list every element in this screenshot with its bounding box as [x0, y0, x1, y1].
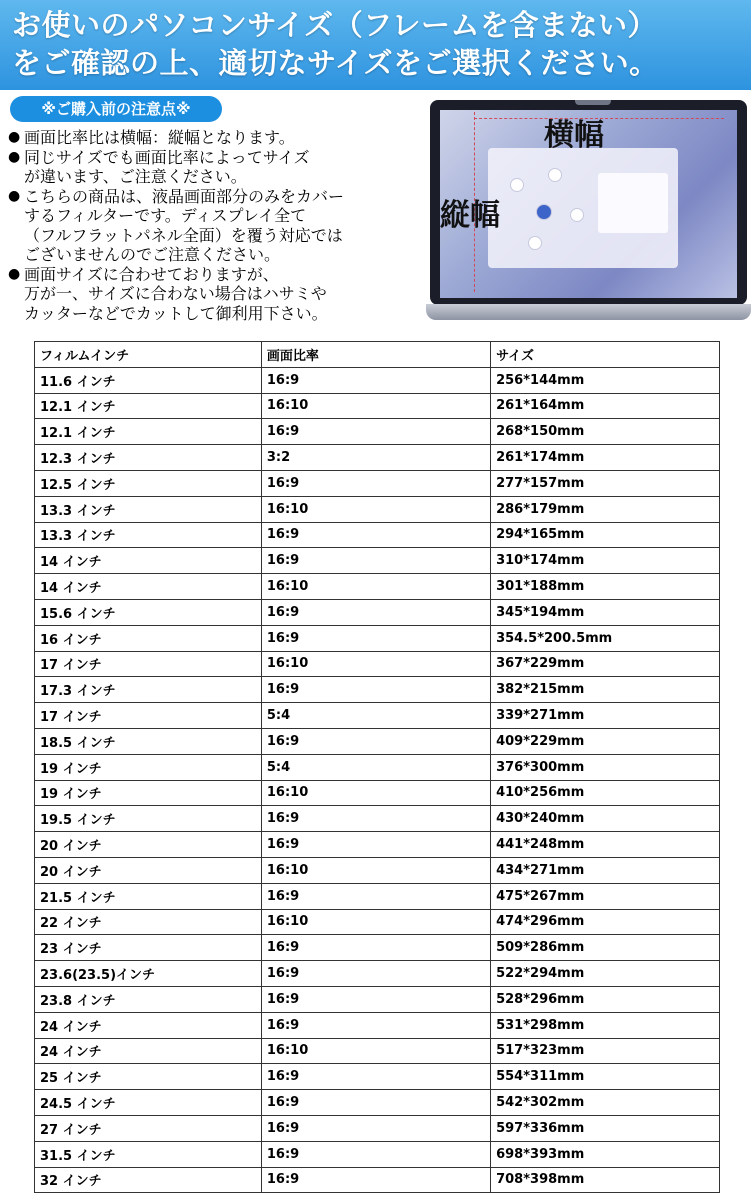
cell-inch: 32 インチ: [35, 1167, 262, 1193]
cell-ratio: 16:9: [261, 1115, 490, 1141]
cell-ratio: 16:9: [261, 883, 490, 909]
table-row: [35, 651, 720, 677]
notice-item: [8, 265, 418, 324]
cell-size: 474*296mm: [491, 909, 720, 935]
cell-ratio: 16:9: [261, 806, 490, 832]
table-row: [35, 857, 720, 883]
cell-size: 301*188mm: [491, 574, 720, 600]
cell-inch: 12.1 インチ: [35, 419, 262, 445]
cell-size: 382*215mm: [491, 677, 720, 703]
column-header-size: サイズ: [491, 342, 720, 368]
cell-ratio: 16:9: [261, 677, 490, 703]
cell-inch: 23.8 インチ: [35, 986, 262, 1012]
notice-item-text: 同じサイズでも画面比率によってサイズ が違います、ご注意ください。: [24, 147, 310, 186]
cell-ratio: 16:9: [261, 1012, 490, 1038]
cell-inch: 14 インチ: [35, 548, 262, 574]
cell-ratio: 16:9: [261, 1090, 490, 1116]
cell-ratio: 16:10: [261, 393, 490, 419]
table-row: [35, 1038, 720, 1064]
cell-ratio: 16:9: [261, 1064, 490, 1090]
cell-ratio: 16:10: [261, 909, 490, 935]
cell-ratio: 16:9: [261, 367, 490, 393]
notice-item: [8, 128, 418, 148]
height-label: 縦幅: [440, 198, 500, 233]
cell-inch: 24 インチ: [35, 1012, 262, 1038]
cell-inch: 12.1 インチ: [35, 393, 262, 419]
table-row: [35, 703, 720, 729]
cell-size: 434*271mm: [491, 857, 720, 883]
cell-ratio: 16:9: [261, 522, 490, 548]
laptop-illustration: [426, 98, 751, 326]
notice-item: [8, 187, 418, 265]
cell-ratio: 16:9: [261, 728, 490, 754]
table-row: [35, 961, 720, 987]
notice-list: [8, 128, 418, 323]
cell-inch: 24 インチ: [35, 1038, 262, 1064]
table-row: [35, 780, 720, 806]
cell-size: 475*267mm: [491, 883, 720, 909]
cell-ratio: 16:9: [261, 470, 490, 496]
table-row: [35, 496, 720, 522]
cell-ratio: 16:10: [261, 857, 490, 883]
app-icon: [528, 236, 542, 250]
table-row: [35, 470, 720, 496]
cell-ratio: 16:9: [261, 986, 490, 1012]
cell-size: 277*157mm: [491, 470, 720, 496]
cell-ratio: 16:10: [261, 780, 490, 806]
table-row: [35, 754, 720, 780]
cell-size: 531*298mm: [491, 1012, 720, 1038]
laptop-base: [426, 304, 751, 320]
table-row: [35, 806, 720, 832]
cell-size: 268*150mm: [491, 419, 720, 445]
cell-ratio: 16:9: [261, 832, 490, 858]
cell-size: 517*323mm: [491, 1038, 720, 1064]
table-row: [35, 677, 720, 703]
cell-inch: 24.5 インチ: [35, 1090, 262, 1116]
cell-size: 261*174mm: [491, 445, 720, 471]
cell-size: 310*174mm: [491, 548, 720, 574]
table-row: [35, 883, 720, 909]
table-body: [35, 367, 720, 1193]
cell-size: 256*144mm: [491, 367, 720, 393]
cell-inch: 17 インチ: [35, 651, 262, 677]
cell-inch: 13.3 インチ: [35, 496, 262, 522]
cell-ratio: 16:10: [261, 496, 490, 522]
bullet-icon: ●: [8, 187, 21, 204]
cell-inch: 12.3 インチ: [35, 445, 262, 471]
webcam-notch: [575, 100, 611, 105]
table-row: [35, 599, 720, 625]
cell-ratio: 16:10: [261, 1038, 490, 1064]
table-row: [35, 625, 720, 651]
size-table: [34, 341, 720, 1193]
app-icon: [548, 168, 562, 182]
app-icon: [570, 208, 584, 222]
notice-item-text: 画面比率比は横幅：縦幅となります。: [24, 128, 295, 147]
table-row: [35, 445, 720, 471]
cell-inch: 17 インチ: [35, 703, 262, 729]
cell-ratio: 3:2: [261, 445, 490, 471]
cell-inch: 21.5 インチ: [35, 883, 262, 909]
table-row: [35, 909, 720, 935]
cell-inch: 12.5 インチ: [35, 470, 262, 496]
cell-inch: 19 インチ: [35, 780, 262, 806]
table-row: [35, 935, 720, 961]
table-row: [35, 1064, 720, 1090]
cell-size: 339*271mm: [491, 703, 720, 729]
table-row: [35, 574, 720, 600]
width-label: 横幅: [544, 118, 604, 153]
cell-size: 509*286mm: [491, 935, 720, 961]
cell-ratio: 16:9: [261, 1141, 490, 1167]
cell-inch: 19 インチ: [35, 754, 262, 780]
cell-ratio: 5:4: [261, 703, 490, 729]
notice-item: [8, 148, 418, 187]
table-row: [35, 548, 720, 574]
cell-size: 698*393mm: [491, 1141, 720, 1167]
cell-inch: 23 インチ: [35, 935, 262, 961]
table-row: [35, 367, 720, 393]
table-row: [35, 728, 720, 754]
notice-item-text: 画面サイズに合わせておりますが、 万が一、サイズに合わない場合はハサミや カッターなどでカットして御利用下さい。: [24, 264, 328, 323]
cell-ratio: 16:10: [261, 651, 490, 677]
app-icon: [510, 178, 524, 192]
cell-ratio: 16:9: [261, 548, 490, 574]
notice-title-badge: ※ご購入前の注意点※: [10, 96, 222, 122]
cell-inch: 27 インチ: [35, 1115, 262, 1141]
cell-inch: 17.3 インチ: [35, 677, 262, 703]
cell-size: 261*164mm: [491, 393, 720, 419]
table-row: [35, 419, 720, 445]
bullet-icon: ●: [8, 129, 21, 145]
table-row: [35, 1141, 720, 1167]
cell-size: 430*240mm: [491, 806, 720, 832]
cell-size: 528*296mm: [491, 986, 720, 1012]
cell-size: 542*302mm: [491, 1090, 720, 1116]
cell-size: 376*300mm: [491, 754, 720, 780]
cell-size: 410*256mm: [491, 780, 720, 806]
cell-inch: 31.5 インチ: [35, 1141, 262, 1167]
app-icon: [536, 204, 552, 220]
table-row: [35, 986, 720, 1012]
cell-inch: 25 インチ: [35, 1064, 262, 1090]
cell-ratio: 5:4: [261, 754, 490, 780]
cell-ratio: 16:9: [261, 1167, 490, 1193]
column-header-inch: フィルムインチ: [35, 342, 262, 368]
cell-inch: 11.6 インチ: [35, 367, 262, 393]
cell-size: 345*194mm: [491, 599, 720, 625]
cell-ratio: 16:9: [261, 419, 490, 445]
cell-size: 294*165mm: [491, 522, 720, 548]
cell-inch: 15.6 インチ: [35, 599, 262, 625]
bullet-icon: ●: [8, 265, 21, 282]
cell-size: 441*248mm: [491, 832, 720, 858]
cell-size: 708*398mm: [491, 1167, 720, 1193]
table-header-row: [35, 342, 720, 368]
table-row: [35, 1167, 720, 1193]
table-row: [35, 393, 720, 419]
banner-line-1: お使いのパソコンサイズ（フレームを含まない）: [12, 8, 657, 42]
cell-inch: 16 インチ: [35, 625, 262, 651]
cell-size: 554*311mm: [491, 1064, 720, 1090]
cell-ratio: 16:9: [261, 599, 490, 625]
table-row: [35, 1115, 720, 1141]
cell-size: 286*179mm: [491, 496, 720, 522]
cell-ratio: 16:9: [261, 935, 490, 961]
notice-item-text: こちらの商品は、液晶画面部分のみをカバー するフィルターです。ディスプレイ全て （フルフラットパネル全面）を覆う対応では ございませんのでご注意ください。: [24, 186, 345, 264]
table-row: [35, 832, 720, 858]
cell-ratio: 16:10: [261, 574, 490, 600]
cell-inch: 13.3 インチ: [35, 522, 262, 548]
header-banner: [0, 0, 751, 90]
table-row: [35, 1090, 720, 1116]
bullet-icon: ●: [8, 148, 21, 165]
table-row: [35, 522, 720, 548]
cell-size: 409*229mm: [491, 728, 720, 754]
cell-size: 522*294mm: [491, 961, 720, 987]
banner-line-2: をご確認の上、適切なサイズをご選択ください。: [12, 46, 659, 80]
cell-size: 367*229mm: [491, 651, 720, 677]
cell-size: 597*336mm: [491, 1115, 720, 1141]
screen-app-window: [488, 148, 678, 268]
cell-ratio: 16:9: [261, 961, 490, 987]
cell-size: 354.5*200.5mm: [491, 625, 720, 651]
cell-inch: 18.5 インチ: [35, 728, 262, 754]
cell-inch: 20 インチ: [35, 857, 262, 883]
table-row: [35, 1012, 720, 1038]
cell-ratio: 16:9: [261, 625, 490, 651]
cell-inch: 20 インチ: [35, 832, 262, 858]
app-panel: [598, 173, 668, 233]
cell-inch: 14 インチ: [35, 574, 262, 600]
cell-inch: 23.6(23.5)インチ: [35, 961, 262, 987]
cell-inch: 19.5 インチ: [35, 806, 262, 832]
column-header-ratio: 画面比率: [261, 342, 490, 368]
cell-inch: 22 インチ: [35, 909, 262, 935]
